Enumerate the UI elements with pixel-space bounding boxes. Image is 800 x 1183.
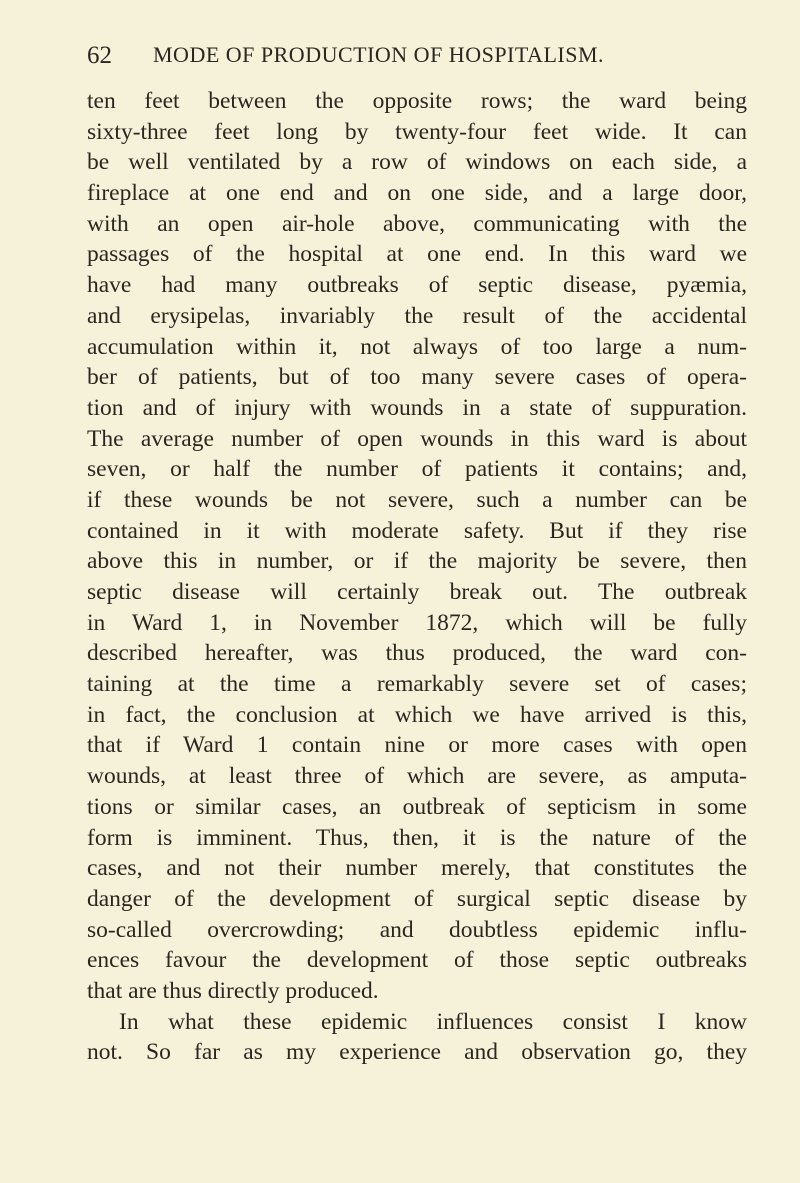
text-line: septic disease will certainly break out. The outbreak	[87, 579, 747, 605]
body-text	[87, 86, 747, 1068]
text-line: wounds, at least three of which are severe, as amputa-	[87, 763, 747, 790]
text-line: with an open air-hole above, communicating with the	[87, 210, 747, 237]
text-line: and erysipelas, invariably the result of the accidental	[87, 302, 747, 329]
text-line: taining at the time a remarkably severe set of cases;	[87, 671, 747, 698]
text-line: The average number of open wounds in this ward is about	[87, 425, 747, 452]
text-line: if these wounds be not severe, such a number can be	[87, 486, 747, 513]
text-line: form is imminent. Thus, then, it is the nature of the	[87, 824, 747, 851]
text-line: danger of the development of surgical septic disease by	[87, 885, 747, 912]
text-line: be well ventilated by a row of windows on each side, a	[87, 149, 747, 176]
text-line: so-called overcrowding; and doubtless epidemic influ-	[87, 916, 747, 943]
text-line: contained in it with moderate safety. But if they rise	[87, 517, 747, 544]
text-line: fireplace at one end and on one side, and a large door,	[87, 180, 747, 207]
text-line: tion and of injury with wounds in a state of suppuration.	[87, 394, 747, 421]
text-line: ten feet between the opposite rows; the ward being	[87, 88, 747, 114]
page-number: 62	[87, 42, 112, 69]
text-line: above this in number, or if the majority be severe, then	[87, 548, 747, 575]
text-line: in Ward 1, in November 1872, which will be fully	[87, 609, 747, 636]
text-line: accumulation within it, not always of too large a num-	[87, 333, 747, 360]
text-line: have had many outbreaks of septic disease, pyæmia,	[87, 272, 747, 299]
text-line: cases, and not their number merely, that constitutes the	[87, 855, 747, 882]
running-header	[87, 42, 662, 70]
text-line: in fact, the conclusion at which we have arrived is this,	[87, 701, 747, 728]
text-line: ber of patients, but of too many severe cases of opera-	[87, 364, 747, 391]
text-line: ences favour the development of those septic outbreaks	[87, 947, 747, 974]
text-line: that are thus directly produced.	[87, 977, 379, 1004]
text-line: seven, or half the number of patients it contains; and,	[87, 456, 747, 483]
text-line: not. So far as my experience and observation go, they	[87, 1039, 747, 1066]
running-title: MODE OF PRODUCTION OF HOSPITALISM.	[153, 42, 605, 67]
text-line: that if Ward 1 contain nine or more cases with open	[87, 732, 747, 759]
text-line: passages of the hospital at one end. In this ward we	[87, 241, 747, 268]
text-line: tions or similar cases, an outbreak of septicism in some	[87, 793, 747, 820]
text-line: In what these epidemic influences consist I know	[119, 1008, 747, 1035]
text-line: described hereafter, was thus produced, the ward con-	[87, 640, 747, 667]
text-line: sixty-three feet long by twenty-four feet wide. It can	[87, 118, 747, 145]
